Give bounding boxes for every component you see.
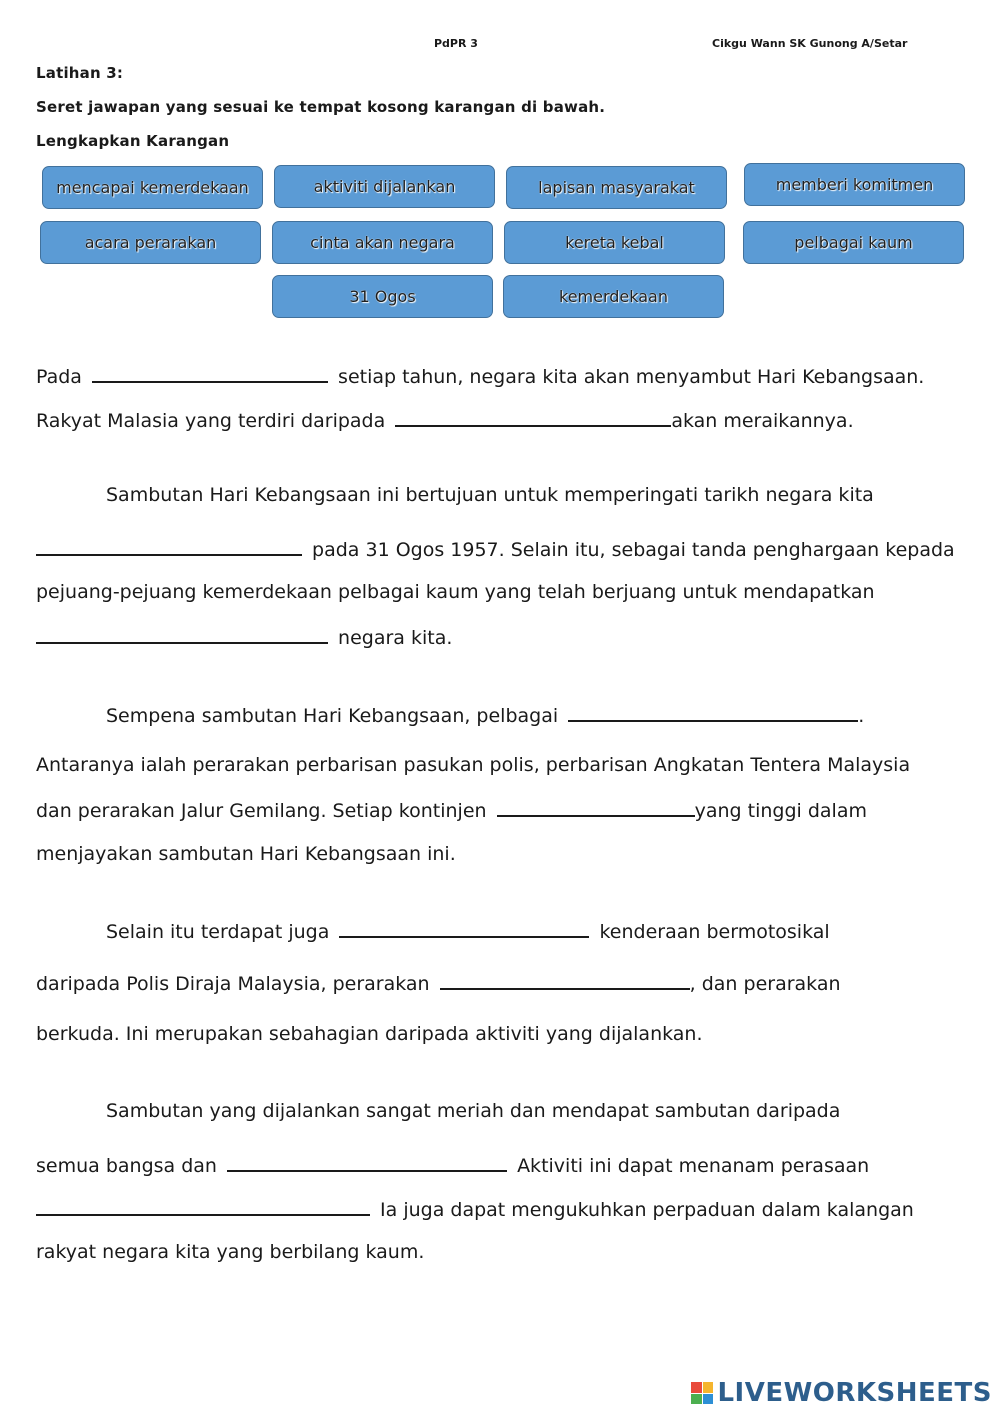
essay-line: pejuang-pejuang kemerdekaan pelbagai kaum yang telah berjuang untuk mendapatkan bbox=[36, 581, 875, 603]
header-center: PdPR 3 bbox=[434, 37, 478, 50]
exercise-title: Latihan 3: bbox=[36, 64, 124, 82]
answer-chip[interactable]: 31 Ogos bbox=[272, 275, 493, 318]
essay-line bbox=[36, 1152, 869, 1178]
answer-chip[interactable]: cinta akan negara bbox=[272, 221, 493, 264]
essay-line bbox=[36, 624, 452, 650]
essay-text: . bbox=[858, 705, 865, 727]
section-subtitle: Lengkapkan Karangan bbox=[36, 132, 230, 150]
answer-chip[interactable]: lapisan masyarakat bbox=[506, 166, 727, 209]
essay-line bbox=[36, 407, 854, 433]
essay-text: setiap tahun, negara kita akan menyambut Hari Kebangsaan. bbox=[338, 366, 925, 388]
essay-text: Selain itu terdapat juga bbox=[106, 921, 330, 943]
essay-line: rakyat negara kita yang berbilang kaum. bbox=[36, 1241, 425, 1263]
essay-text: kenderaan bermotosikal bbox=[599, 921, 830, 943]
header-right: Cikgu Wann SK Gunong A/Setar bbox=[712, 37, 908, 50]
answer-blank[interactable] bbox=[36, 536, 302, 556]
answer-blank[interactable] bbox=[440, 970, 690, 990]
essay-text: Pada bbox=[36, 366, 82, 388]
answer-blank[interactable] bbox=[92, 363, 328, 383]
essay-line bbox=[36, 536, 955, 562]
essay-text: , dan perarakan bbox=[689, 973, 841, 995]
essay-text: akan meraikannya. bbox=[671, 410, 854, 432]
answer-chip[interactable]: aktiviti dijalankan bbox=[274, 165, 495, 208]
essay-line: berkuda. Ini merupakan sebahagian daripada aktiviti yang dijalankan. bbox=[36, 1023, 703, 1045]
brand-name: LIVEWORKSHEETS bbox=[717, 1378, 992, 1408]
essay-text: daripada Polis Diraja Malaysia, perarakan bbox=[36, 973, 430, 995]
essay-text: Aktiviti ini dapat menanam perasaan bbox=[517, 1155, 870, 1177]
answer-blank[interactable] bbox=[395, 407, 671, 427]
answer-chip[interactable]: pelbagai kaum bbox=[743, 221, 964, 264]
answer-blank[interactable] bbox=[36, 1196, 370, 1216]
essay-line bbox=[36, 363, 924, 389]
essay-text: dan perarakan Jalur Gemilang. Setiap kontinjen bbox=[36, 800, 487, 822]
answer-blank[interactable] bbox=[36, 624, 328, 644]
essay-line bbox=[36, 970, 841, 996]
essay-line: Sambutan yang dijalankan sangat meriah dan mendapat sambutan daripada bbox=[106, 1100, 841, 1122]
answer-chip[interactable]: memberi komitmen bbox=[744, 163, 965, 206]
essay-line bbox=[106, 702, 864, 728]
answer-blank[interactable] bbox=[497, 797, 695, 817]
liveworksheets-logo[interactable] bbox=[691, 1378, 992, 1408]
essay-text: Ia juga dapat mengukuhkan perpaduan dalam kalangan bbox=[380, 1199, 914, 1221]
essay-text: Sempena sambutan Hari Kebangsaan, pelbagai bbox=[106, 705, 559, 727]
answer-chip[interactable]: mencapai kemerdekaan bbox=[42, 166, 263, 209]
essay-text: semua bangsa dan bbox=[36, 1155, 217, 1177]
essay-line bbox=[36, 797, 867, 823]
instruction-text: Seret jawapan yang sesuai ke tempat kosong karangan di bawah. bbox=[36, 98, 606, 116]
essay-line: menjayakan sambutan Hari Kebangsaan ini. bbox=[36, 843, 456, 865]
essay-text: yang tinggi dalam bbox=[694, 800, 867, 822]
answer-chip[interactable]: kereta kebal bbox=[504, 221, 725, 264]
essay-line bbox=[36, 1196, 914, 1222]
answer-chip[interactable]: kemerdekaan bbox=[503, 275, 724, 318]
essay-line bbox=[106, 918, 830, 944]
essay-line: Antaranya ialah perarakan perbarisan pasukan polis, perbarisan Angkatan Tentera Malaysia bbox=[36, 754, 911, 776]
answer-blank[interactable] bbox=[568, 702, 858, 722]
answer-chip[interactable]: acara perarakan bbox=[40, 221, 261, 264]
answer-blank[interactable] bbox=[339, 918, 589, 938]
answer-blank[interactable] bbox=[227, 1152, 507, 1172]
logo-icon bbox=[691, 1382, 713, 1404]
essay-text: pada 31 Ogos 1957. Selain itu, sebagai tanda penghargaan kepada bbox=[312, 539, 955, 561]
essay-text: Rakyat Malasia yang terdiri daripada bbox=[36, 410, 386, 432]
essay-line: Sambutan Hari Kebangsaan ini bertujuan untuk memperingati tarikh negara kita bbox=[106, 484, 874, 506]
essay-text: negara kita. bbox=[338, 627, 453, 649]
